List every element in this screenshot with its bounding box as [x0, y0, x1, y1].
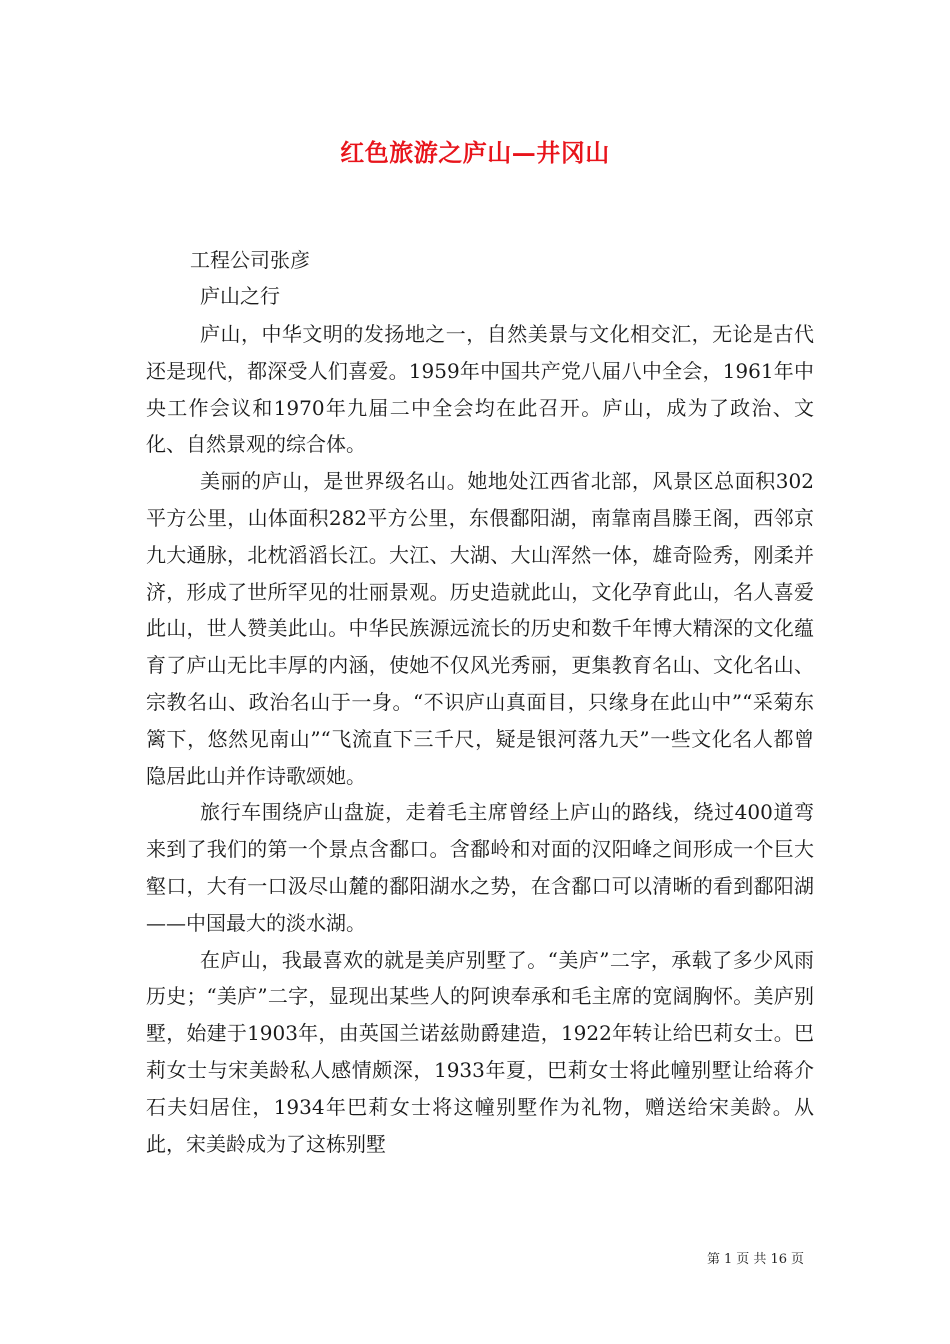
footer-middle: 页 共	[736, 1252, 767, 1267]
body-text	[146, 316, 814, 1162]
page-footer	[705, 1248, 806, 1267]
section-heading: 庐山之行	[200, 284, 280, 308]
footer-prefix: 第	[707, 1252, 721, 1267]
paragraph: 在庐山，我最喜欢的就是美庐别墅了。“美庐”二字，承载了多少风雨历史；“美庐”二字，显现出某些人的阿谀奉承和毛主席的宽阔胸怀。美庐别墅，始建于1903年，由英国兰诺兹勋爵建造，1922年转让给巴莉女士。巴莉女士与宋美龄私人感情颇深，1933年夏，巴莉女士将此幢别墅让给蒋介石夫妇居住，1934年巴莉女士将这幢别墅作为礼物，赠送给宋美龄。从此，宋美龄成为了这栋别墅	[146, 947, 814, 1156]
current-page-number: 1	[724, 1252, 733, 1267]
paragraph: 旅行车围绕庐山盘旋，走着毛主席曾经上庐山的路线，绕过400道弯来到了我们的第一个景点含鄱口。含鄱岭和对面的汉阳峰之间形成一个巨大壑口，大有一口汲尽山麓的鄱阳湖水之势，在含鄱口可以清晰的看到鄱阳湖——中国最大的淡水湖。	[146, 800, 814, 935]
document-title: 红色旅游之庐山—井冈山	[340, 138, 610, 167]
total-pages-number: 16	[770, 1252, 787, 1267]
paragraph: 美丽的庐山，是世界级名山。她地处江西省北部，风景区总面积302平方公里，山体面积282平方公里，东偎鄱阳湖，南靠南昌滕王阁，西邻京九大通脉，北枕滔滔长江。大江、大湖、大山浑然一体，雄奇险秀，刚柔并济，形成了世所罕见的壮丽景观。历史造就此山，文化孕育此山，名人喜爱此山，世人赞美此山。中华民族源远流长的历史和数千年博大精深的文化蕴育了庐山无比丰厚的内涵，使她不仅风光秀丽，更集教育名山、文化名山、宗教名山、政治名山于一身。“不识庐山真面目，只缘身在此山中”“采菊东篱下，悠然见南山”“飞流直下三千尺，疑是银河落九天”一些文化名人都曾隐居此山并作诗歌颂她。	[146, 469, 814, 788]
paragraph: 庐山，中华文明的发扬地之一，自然美景与文化相交汇，无论是古代还是现代，都深受人们喜爱。1959年中国共产党八届八中全会，1961年中央工作会议和1970年九届二中全会均在此召开。庐山，成为了政治、文化、自然景观的综合体。	[146, 322, 814, 457]
footer-suffix: 页	[790, 1252, 804, 1267]
author-line: 工程公司张彦	[190, 248, 310, 272]
